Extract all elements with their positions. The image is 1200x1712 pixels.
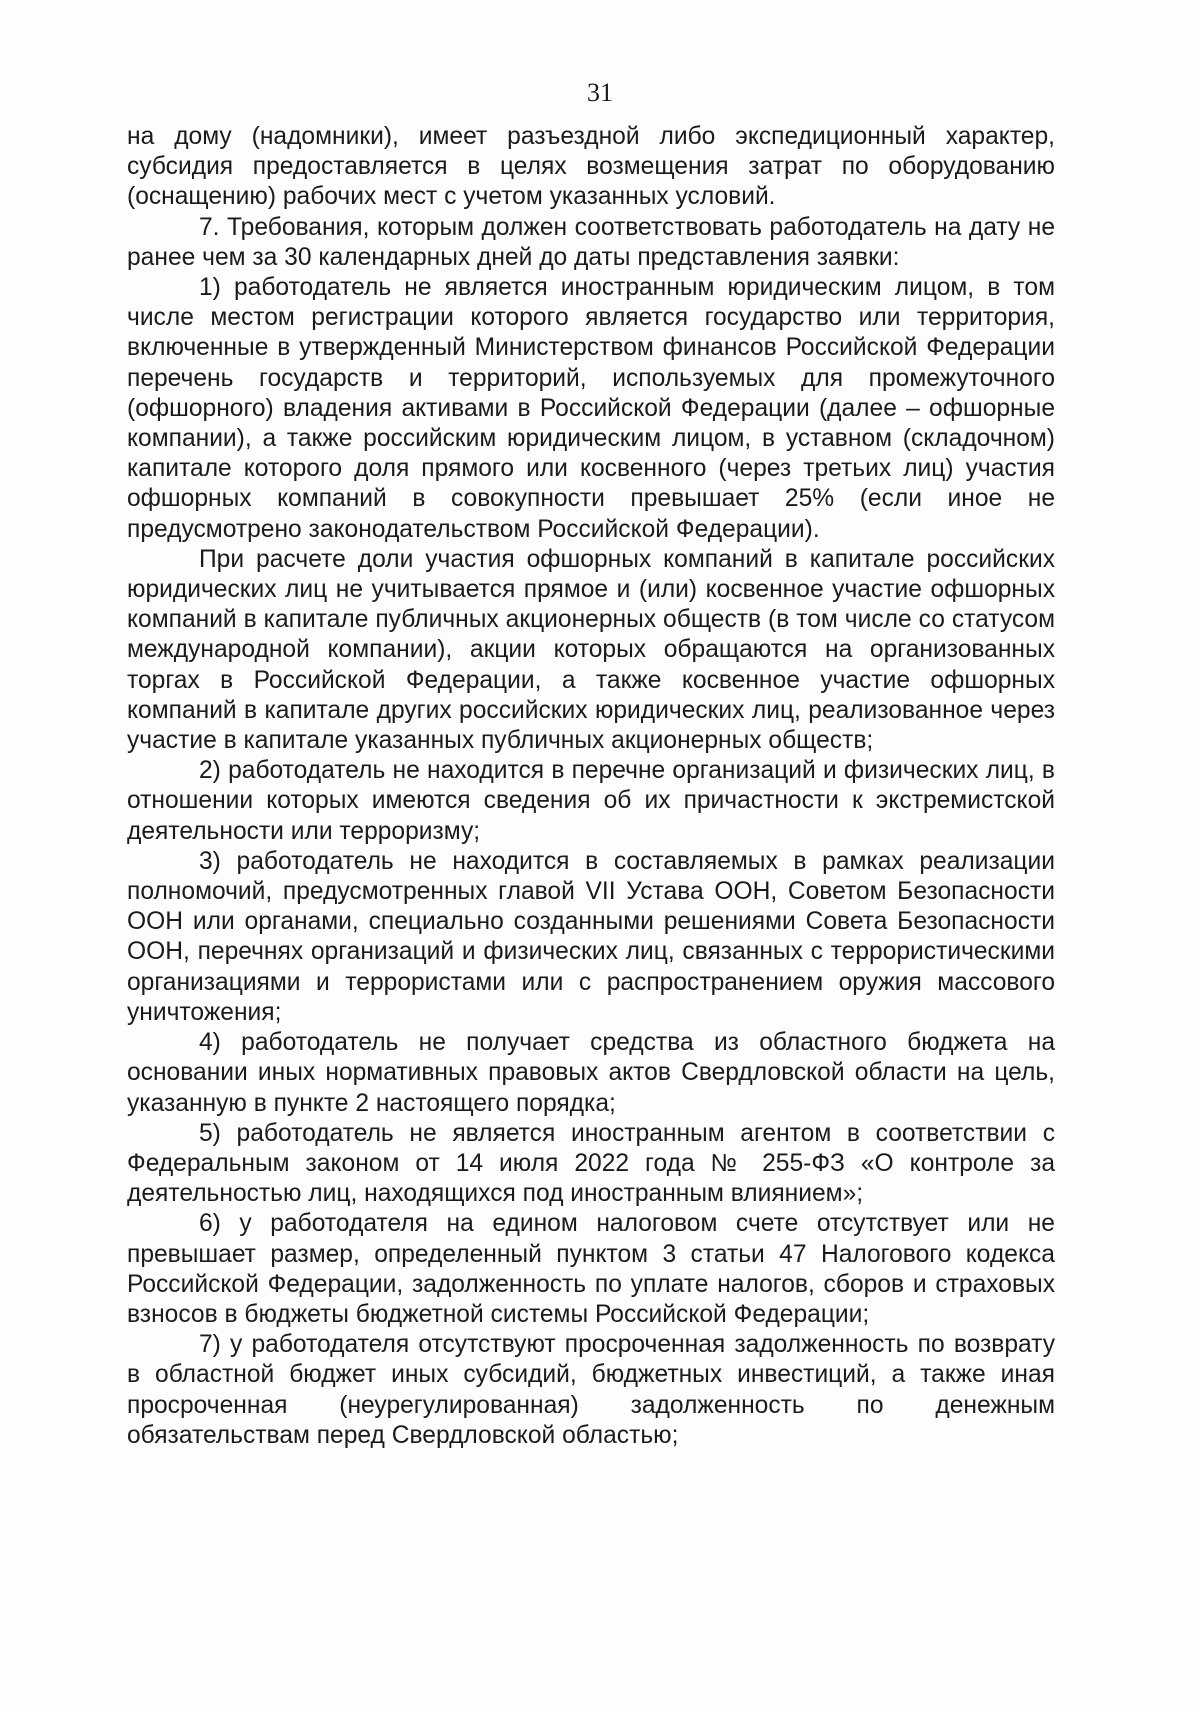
paragraph-item-5: 5) работодатель не является иностранным агентом в соответствии с Федеральным законом от 14 июля 2022 года № 255-ФЗ «О контроле за деятельностью лиц, находящихся под иностранным влиянием»; (127, 1119, 1055, 1208)
paragraph-item-1: 1) работодатель не является иностранным юридическим лицом, в том числе местом регистрации которого является государство или территория, включенные в утвержденный Министерством финансов Российской Федерации перечень государств и территорий, используемых для промежуточного (офшорного) владения активами в Российской Федерации (далее – офшорные компании), а также российским юридическим лицом, в уставном (складочном) капитале которого доля прямого или косвенного (через третьих лиц) участия офшорных компаний в совокупности превышает 25% (если иное не предусмотрено законодательством Российской Федерации). (127, 274, 1055, 543)
paragraph-item-3: 3) работодатель не находится в составляемых в рамках реализации полномочий, предусмотренных главой VII Устава ООН, Советом Безопасности ООН или органами, специально созданными решениями Совета Безопасности ООН, перечнях организаций и физических лиц, связанных с террористическими организациями и террористами или с распространением оружия массового уничтожения; (127, 847, 1055, 1026)
paragraph-item-4: 4) работодатель не получает средства из областного бюджета на основании иных нормативных правовых актов Свердловской области на цель, указанную в пункте 2 настоящего порядка; (127, 1029, 1055, 1117)
document-body (127, 122, 1055, 1451)
paragraph-item-2: 2) работодатель не находится в перечне организаций и физических лиц, в отношении которых имеются сведения об их причастности к экстремистской деятельности или терроризму; (127, 757, 1055, 845)
paragraph-clause-7: 7. Требования, которым должен соответствовать работодатель на дату не ранее чем за 30 календарных дней до даты представления заявки: (127, 213, 1055, 271)
paragraph-offshore-note: При расчете доли участия офшорных компаний в капитале российских юридических лиц не учитывается прямое и (или) косвенное участие офшорных компаний в капитале публичных акционерных обществ (в том числе со статусом международной компании), акции которых обращаются на организованных торгах в Российской Федерации, а также косвенное участие офшорных компаний в капитале других российских юридических лиц, реализованное через участие в капитале указанных публичных акционерных обществ; (127, 545, 1055, 755)
paragraph-item-7: 7) у работодателя отсутствуют просроченная задолженность по возврату в областной бюджет иных субсидий, бюджетных инвестиций, а также иная просроченная (неурегулированная) задолженность по денежным обязательствам перед Свердловской областью; (127, 1331, 1055, 1449)
paragraph-item-6: 6) у работодателя на едином налоговом счете отсутствует или не превышает размер, определенный пунктом 3 статьи 47 Налогового кодекса Российской Федерации, задолженность по уплате налогов, сборов и страховых взносов в бюджеты бюджетной системы Российской Федерации; (127, 1210, 1055, 1328)
paragraph-continuation: на дому (надомники), имеет разъездной либо экспедиционный характер, субсидия предоставляется в целях возмещения затрат по оборудованию (оснащению) рабочих мест с учетом указанных условий. (127, 123, 1055, 211)
page-number: 31 (587, 78, 613, 107)
